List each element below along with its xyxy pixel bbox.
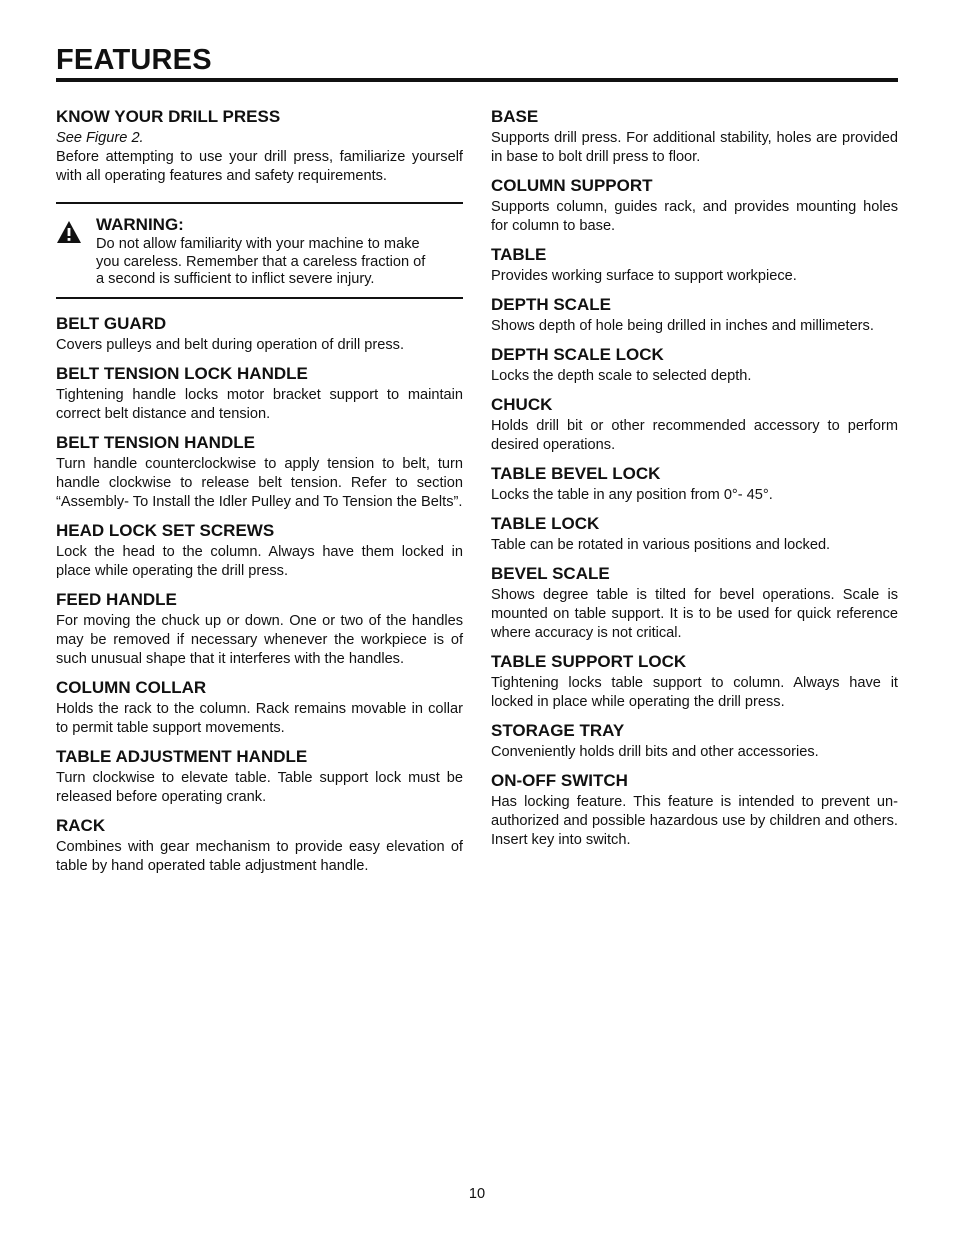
warning-box bbox=[56, 202, 463, 299]
section-heading: DEPTH SCALE bbox=[491, 295, 611, 314]
section-text: Holds drill bit or other recommended accessory to perform desired operations. bbox=[491, 418, 898, 453]
section-heading: BASE bbox=[491, 107, 539, 126]
section-heading: BEVEL SCALE bbox=[491, 564, 610, 583]
section-heading: KNOW YOUR DRILL PRESS bbox=[56, 107, 281, 126]
section-heading: BELT TENSION LOCK HANDLE bbox=[56, 364, 308, 383]
section-heading: TABLE BEVEL LOCK bbox=[491, 464, 661, 483]
section-text: Shows depth of hole being drilled in inches and millimeters. bbox=[491, 318, 874, 334]
section-table-bevel-lock bbox=[491, 463, 898, 505]
section-feed-handle bbox=[56, 589, 463, 669]
section-heading: TABLE LOCK bbox=[491, 514, 600, 533]
page-title: FEATURES bbox=[56, 44, 212, 76]
section-storage-tray bbox=[491, 720, 898, 762]
warning-title: WARNING: bbox=[96, 215, 184, 234]
section-know-your-drill-press bbox=[56, 106, 463, 186]
section-belt-tension-lock-handle bbox=[56, 363, 463, 424]
section-column-collar bbox=[56, 677, 463, 738]
section-text: Combines with gear mechanism to provide easy elevation of table by hand operated table adjustment handle. bbox=[56, 839, 463, 874]
section-heading: TABLE ADJUSTMENT HANDLE bbox=[56, 747, 308, 766]
section-heading: BELT TENSION HANDLE bbox=[56, 433, 255, 452]
section-heading: HEAD LOCK SET SCREWS bbox=[56, 521, 275, 540]
section-text: Supports drill press. For additional stability, holes are provided in base to bolt drill press to floor. bbox=[491, 130, 898, 165]
section-heading: COLUMN SUPPORT bbox=[491, 176, 653, 195]
section-heading: TABLE SUPPORT LOCK bbox=[491, 652, 687, 671]
section-table-lock bbox=[491, 513, 898, 555]
section-belt-tension-handle bbox=[56, 432, 463, 512]
section-base bbox=[491, 106, 898, 167]
section-heading: STORAGE TRAY bbox=[491, 721, 625, 740]
section-text: Locks the table in any position from 0°- 45°. bbox=[491, 487, 773, 503]
section-text: Tightening locks table support to column. Always have it locked in place while operating the drill press. bbox=[491, 675, 898, 710]
section-heading: BELT GUARD bbox=[56, 314, 167, 333]
section-heading: CHUCK bbox=[491, 395, 553, 414]
section-text: Tightening handle locks motor bracket support to maintain correct belt distance and tension. bbox=[56, 387, 463, 422]
warning-text: Do not allow familiarity with your machine to make you careless. Remember that a careless fraction of a second is sufficient to inflict severe injury. bbox=[96, 236, 426, 287]
section-heading: RACK bbox=[56, 816, 106, 835]
section-table-support-lock bbox=[491, 651, 898, 712]
section-heading: FEED HANDLE bbox=[56, 590, 177, 609]
right-column bbox=[491, 106, 898, 858]
section-text: Turn clockwise to elevate table. Table support lock must be released before operating crank. bbox=[56, 770, 463, 805]
section-text: Turn handle counterclockwise to apply tension to belt, turn handle clockwise to release belt tension. Refer to section “Assembly- To Install the Idler Pulley and To Tension the Belts”. bbox=[56, 456, 463, 510]
section-text: Table can be rotated in various positions and locked. bbox=[491, 537, 831, 553]
section-text: Supports column, guides rack, and provides mounting holes for column to base. bbox=[491, 199, 898, 234]
section-table-adjustment-handle bbox=[56, 746, 463, 807]
section-bevel-scale bbox=[491, 563, 898, 643]
section-text: Locks the depth scale to selected depth. bbox=[491, 368, 752, 384]
section-depth-scale-lock bbox=[491, 344, 898, 386]
section-text: Provides working surface to support workpiece. bbox=[491, 268, 797, 284]
title-rule bbox=[56, 78, 898, 82]
section-text: For moving the chuck up or down. One or two of the handles may be removed if necessary whenever the workpiece is of such unusual shape that it interferes with the handles. bbox=[56, 613, 463, 667]
section-table bbox=[491, 244, 898, 286]
section-subheading: See Figure 2. bbox=[56, 130, 144, 146]
section-text: Holds the rack to the column. Rack remains movable in collar to permit table support movements. bbox=[56, 701, 463, 736]
section-heading: DEPTH SCALE LOCK bbox=[491, 345, 664, 364]
section-on-off-switch bbox=[491, 770, 898, 850]
warning-triangle-icon bbox=[56, 220, 82, 244]
section-text: Shows degree table is tilted for bevel operations. Scale is mounted on table support. It is to be used for quick reference where accuracy is not critical. bbox=[491, 587, 898, 641]
left-column bbox=[56, 106, 463, 884]
section-chuck bbox=[491, 394, 898, 455]
section-heading: ON-OFF SWITCH bbox=[491, 771, 628, 790]
section-text: Covers pulleys and belt during operation of drill press. bbox=[56, 337, 405, 353]
section-heading: COLUMN COLLAR bbox=[56, 678, 207, 697]
section-column-support bbox=[491, 175, 898, 236]
section-text: Lock the head to the column. Always have them locked in place while operating the drill press. bbox=[56, 544, 463, 579]
section-text: Has locking feature. This feature is intended to prevent un-authorized and possible hazardous use by children and others. Insert key into switch. bbox=[491, 794, 898, 848]
section-rack bbox=[56, 815, 463, 876]
section-head-lock-set-screws bbox=[56, 520, 463, 581]
section-depth-scale bbox=[491, 294, 898, 336]
page-number: 10 bbox=[468, 1186, 486, 1202]
section-belt-guard bbox=[56, 313, 463, 355]
section-heading: TABLE bbox=[491, 245, 547, 264]
section-text: Before attempting to use your drill press, familiarize yourself with all operating features and safety requirements. bbox=[56, 149, 463, 184]
section-text: Conveniently holds drill bits and other accessories. bbox=[491, 744, 819, 760]
